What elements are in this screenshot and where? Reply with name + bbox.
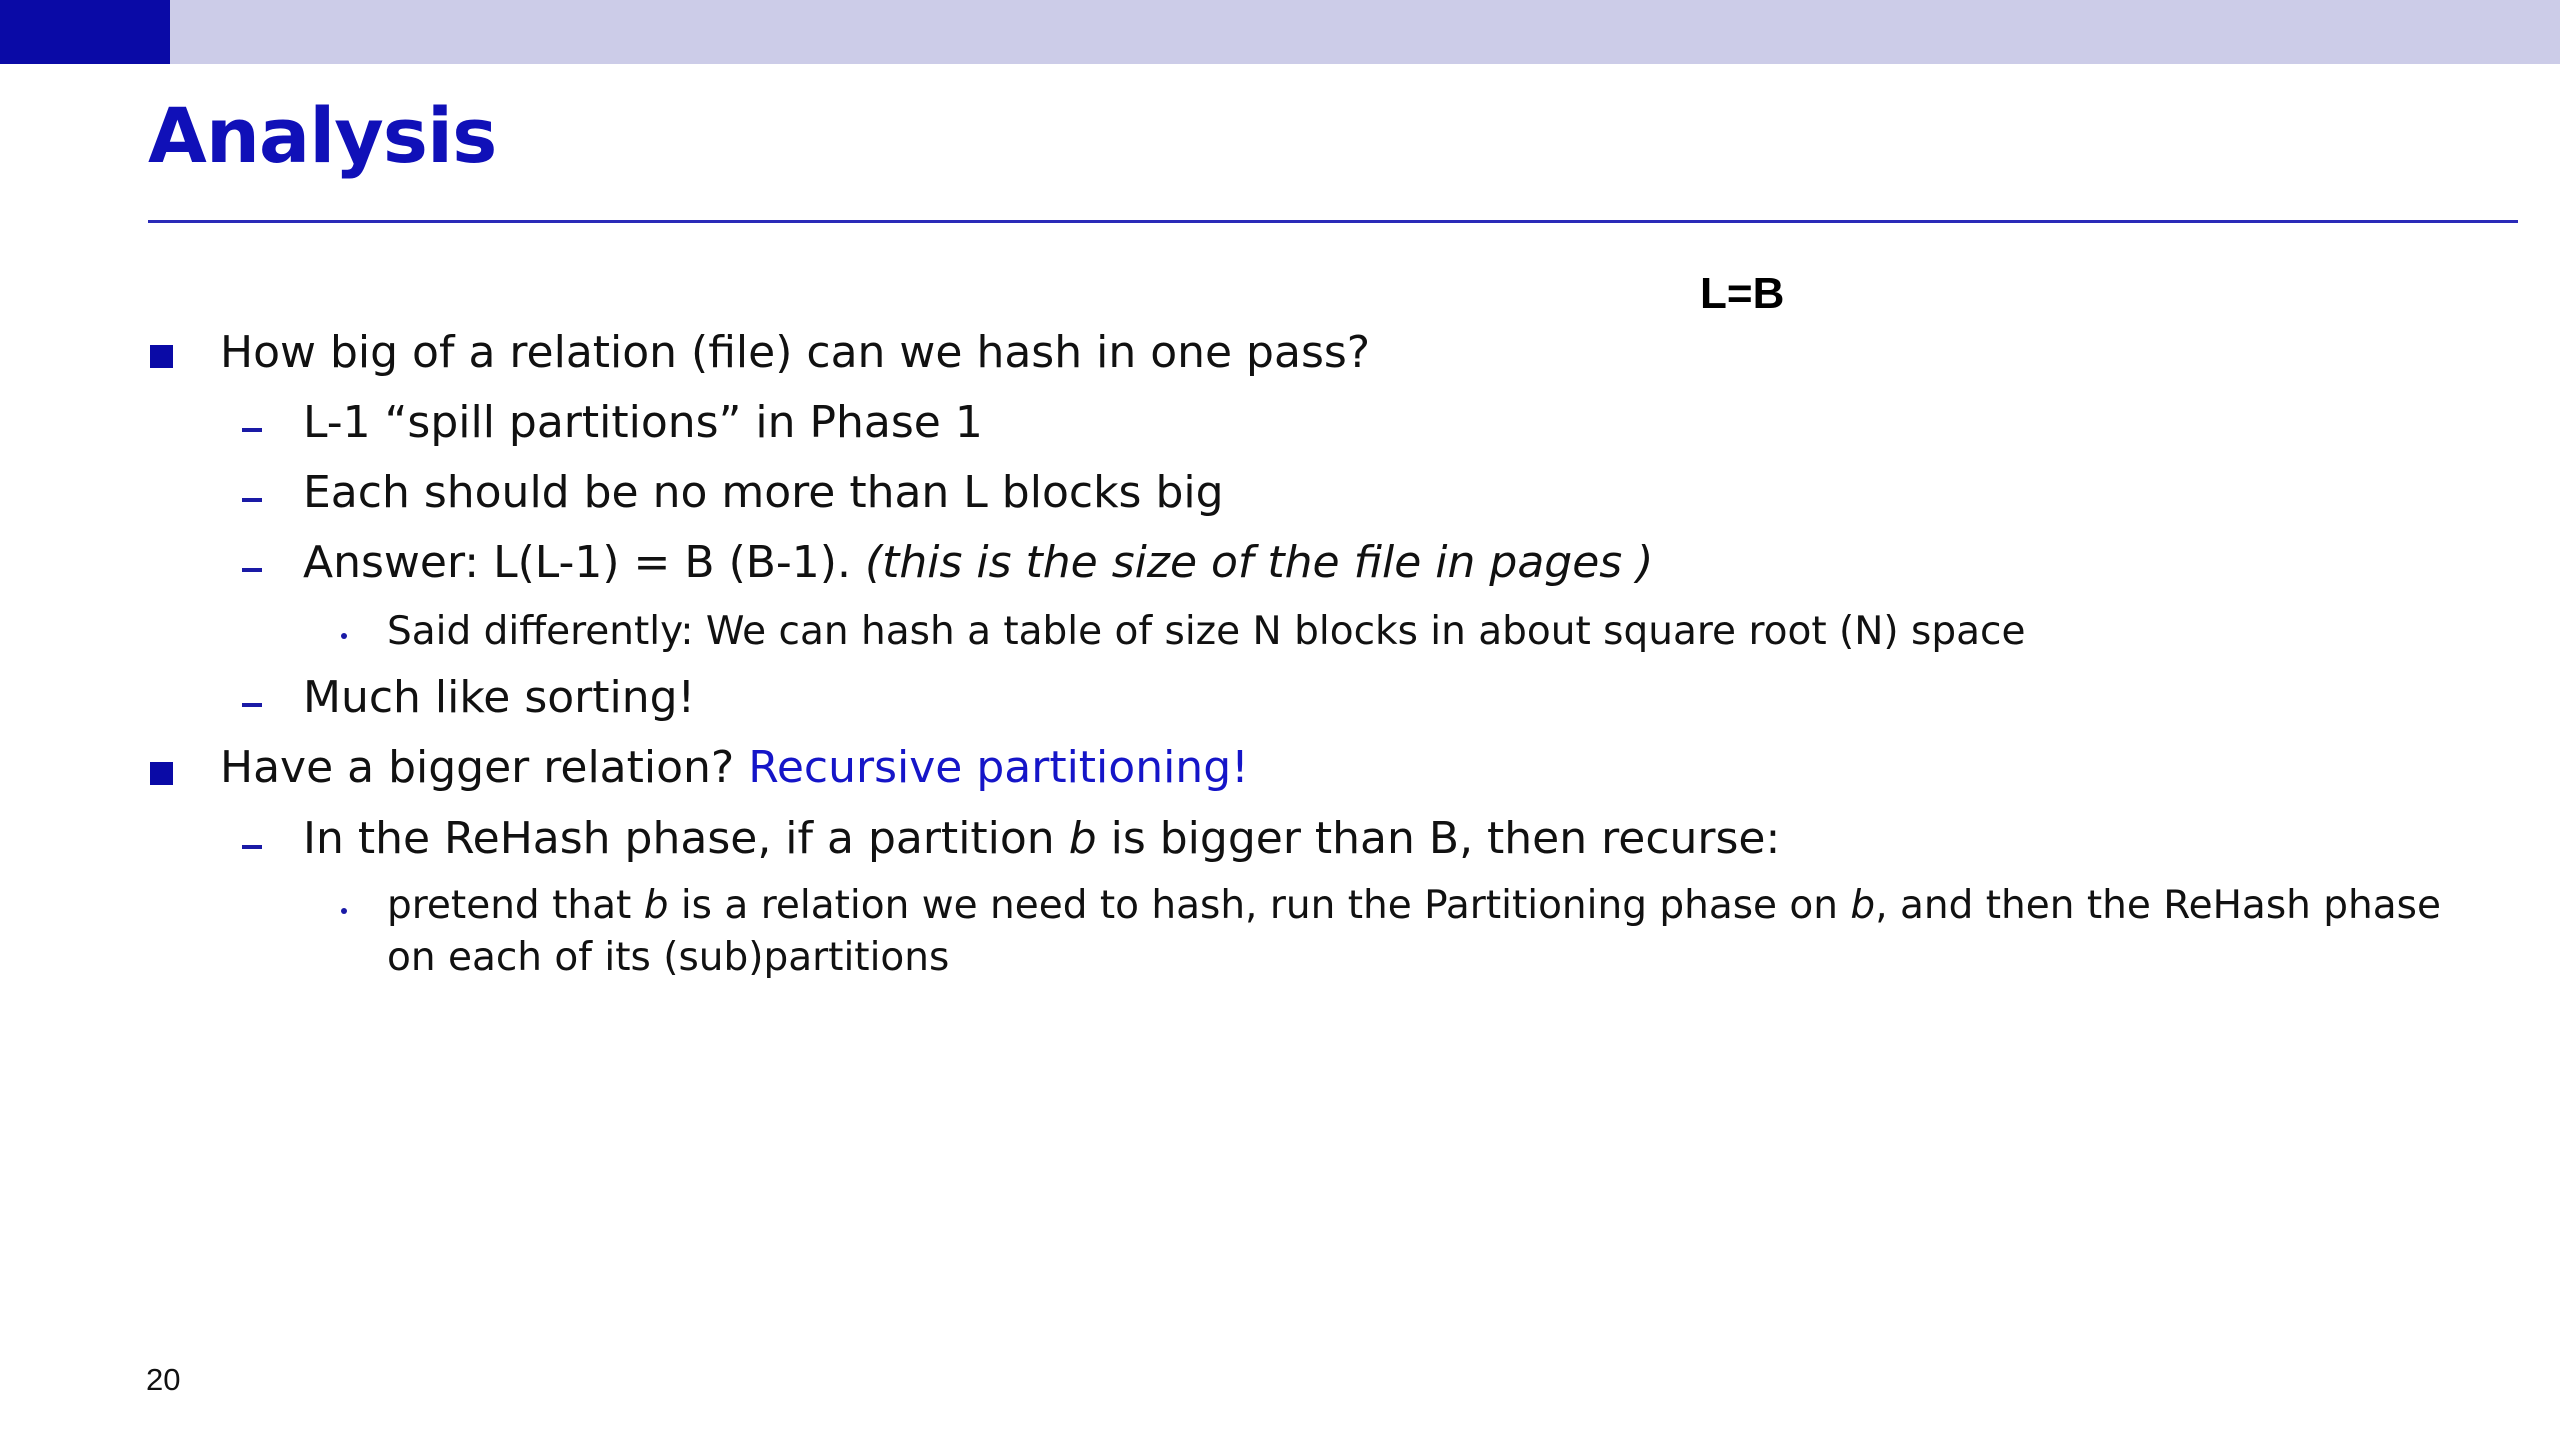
pretend-text-part: pretend that: [387, 883, 644, 928]
bullet-dash-marker: [242, 568, 262, 572]
bullet-level3: [387, 884, 2441, 929]
bullet-level2: Each should be no more than L blocks big: [303, 467, 1224, 518]
recursive-partitioning-text: Recursive partitioning!: [748, 742, 1249, 793]
page-number: 20: [146, 1362, 181, 1397]
bigger-relation-text: Have a bigger relation?: [220, 742, 749, 793]
bullet-square-marker: [150, 345, 173, 368]
title-divider: [148, 220, 2518, 223]
bullet-dot-marker: [341, 908, 347, 914]
pretend-text-part: , and then the ReHash phase: [1875, 883, 2441, 928]
variable-b: b: [1850, 883, 1876, 928]
variable-b: b: [1068, 813, 1097, 864]
l-equals-b-annotation: L=B: [1700, 269, 1785, 318]
bullet-level2: L-1 “spill partitions” in Phase 1: [303, 397, 983, 448]
variable-b: b: [643, 883, 669, 928]
top-banner: [0, 0, 2560, 64]
bullet-level2-answer: [303, 538, 1653, 589]
bullet-dash-marker: [242, 428, 262, 432]
bullet-square-marker: [150, 762, 173, 785]
answer-formula: Answer: L(L-1) = B (B-1).: [303, 537, 865, 588]
bullet-dash-marker: [242, 845, 262, 849]
bullet-level1: [220, 743, 1249, 794]
bullet-level2: [303, 814, 1780, 865]
rehash-text-part: In the ReHash phase, if a partition: [303, 813, 1069, 864]
bullet-dash-marker: [242, 703, 262, 707]
answer-note: (this is the size of the file in pages ): [864, 537, 1654, 588]
top-banner-accent: [0, 0, 170, 64]
pretend-text-part: is a relation we need to hash, run the Partitioning phase on: [668, 883, 1851, 928]
bullet-level1: How big of a relation (file) can we hash in one pass?: [220, 327, 1371, 378]
bullet-level3-continuation: on each of its (sub)partitions: [387, 935, 950, 980]
bullet-dash-marker: [242, 498, 262, 502]
rehash-text-part: is bigger than B, then recurse:: [1096, 813, 1781, 864]
bullet-level3: Said differently: We can hash a table of size N blocks in about square root (N) space: [387, 609, 2026, 654]
slide-title: Analysis: [148, 91, 497, 180]
bullet-level2: Much like sorting!: [303, 672, 696, 723]
bullet-dot-marker: [341, 633, 347, 639]
